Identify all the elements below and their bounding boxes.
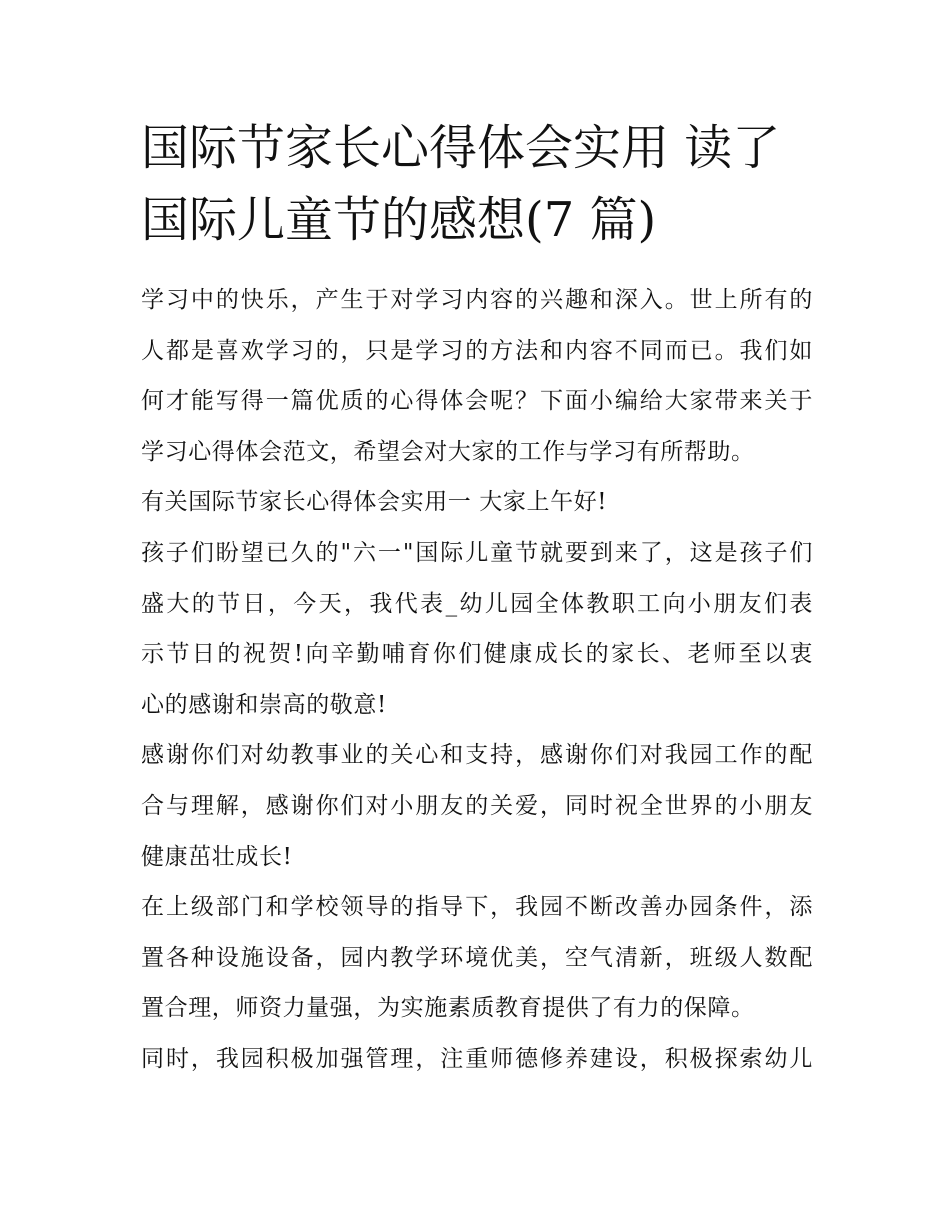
body-line: 学习中的快乐，产生于对学习内容的兴趣和深入。世上所有的 (141, 287, 813, 313)
body-line: 盛大的节日，今天，我代表_幼儿园全体教职工向小朋友们表 (141, 590, 813, 617)
body-line: 健康茁壮成长! (141, 843, 293, 870)
document-title-line-2: 国际儿童节的感想(7 篇) (141, 192, 657, 248)
body-line: 置合理，师资力量强，为实施素质教育提供了有力的保障。 (141, 995, 755, 1022)
body-line: 示节日的祝贺!向辛勤哺育你们健康成长的家长、老师至以衷 (141, 641, 813, 668)
body-line: 合与理解，感谢你们对小朋友的关爱，同时祝全世界的小朋友 (141, 792, 813, 819)
body-line: 学习心得体会范文，希望会对大家的工作与学习有所帮助。 (141, 438, 755, 465)
document-title (141, 112, 831, 256)
body-line: 在上级部门和学校领导的指导下，我园不断改善办园条件，添 (141, 894, 813, 921)
body-line: 心的感谢和崇高的敬意! (141, 691, 387, 718)
body-line: 同时，我园积极加强管理，注重师德修养建设，积极探索幼儿 (141, 1045, 813, 1072)
body-line: 何才能写得一篇优质的心得体会呢？下面小编给大家带来关于 (141, 388, 813, 415)
body-line: 置各种设施设备，园内教学环境优美，空气清新，班级人数配 (141, 944, 813, 971)
document-title-line-1: 国际节家长心得体会实用 读了 (141, 120, 781, 176)
body-line: 人都是喜欢学习的，只是学习的方法和内容不同而已。我们如 (141, 337, 813, 364)
body-line: 感谢你们对幼教事业的关心和支持，感谢你们对我园工作的配 (141, 742, 813, 769)
document-body (141, 275, 813, 1085)
body-line: 有关国际节家长心得体会实用一 大家上午好! (141, 489, 608, 516)
body-line: 孩子们盼望已久的"六一"国际儿童节就要到来了，这是孩子们 (141, 539, 813, 566)
